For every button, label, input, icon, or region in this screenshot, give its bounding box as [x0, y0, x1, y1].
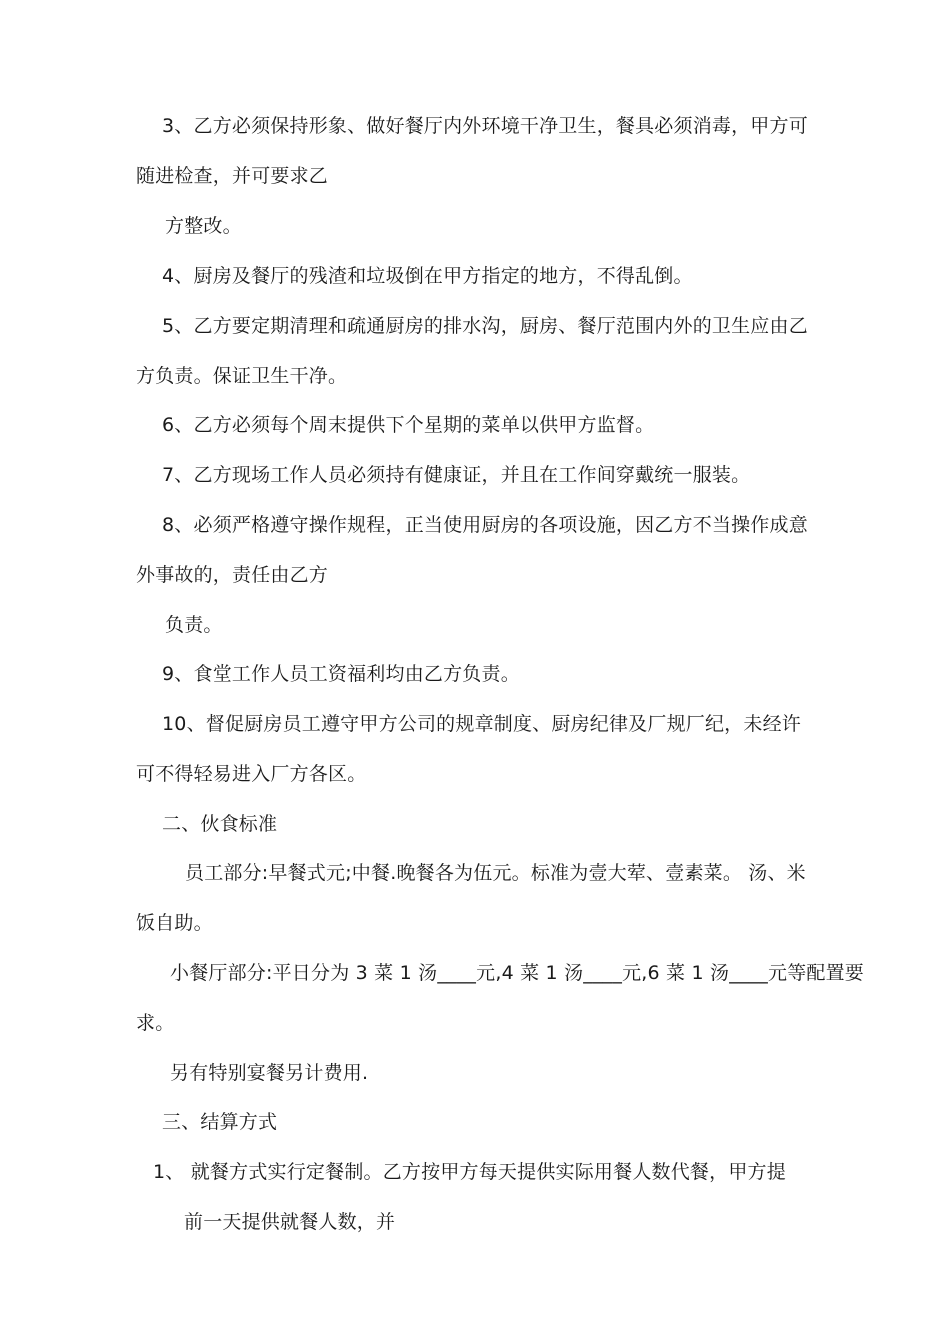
clause-5-line-1: 5、乙方要定期清理和疏通厨房的排水沟，厨房、餐厅范围内外的卫生应由乙: [162, 315, 808, 337]
small-dining-line-2: 求。: [136, 1012, 175, 1034]
clause-3-line-3: 方整改。: [165, 215, 242, 237]
clause-8-line-1: 8、必须严格遵守操作规程，正当使用厨房的各项设施，因乙方不当操作成意: [162, 514, 808, 536]
clause-3-line-1: 3、乙方必须保持形象、做好餐厅内外环境干净卫生，餐具必须消毒，甲方可: [162, 115, 808, 137]
clause-8-line-2: 外事故的，责任由乙方: [136, 564, 329, 586]
clause-9: 9、食堂工作人员工资福利均由乙方负责。: [162, 663, 520, 685]
clause-5-line-2: 方负责。保证卫生干净。: [136, 365, 348, 387]
clause-3-line-2: 随进检查，并可要求乙: [136, 165, 329, 187]
settlement-item-1-line-1: 1、 就餐方式实行定餐制。乙方按甲方每天提供实际用餐人数代餐，甲方提: [153, 1161, 786, 1183]
clause-10-line-2: 可不得轻易进入厂方各区。: [136, 763, 367, 785]
staff-meal-line-2: 饭自助。: [136, 912, 213, 934]
clause-8-line-3: 负责。: [165, 614, 223, 636]
small-dining-line-1: 小餐厅部分:平日分为 3 菜 1 汤____元,4 菜 1 汤____元,6 菜 1 汤____元等配置要: [170, 962, 865, 984]
clause-6: 6、乙方必须每个周末提供下个星期的菜单以供甲方监督。: [162, 414, 655, 436]
section-heading-settlement: 三、结算方式: [162, 1111, 278, 1133]
special-banquet-note: 另有特别宴餐另计费用.: [170, 1062, 369, 1084]
staff-meal-line-1: 员工部分:早餐式元;中餐.晚餐各为伍元。标准为壹大荤、壹素菜。 汤、米: [185, 862, 806, 884]
clause-10-line-1: 10、督促厨房员工遵守甲方公司的规章制度、厨房纪律及厂规厂纪，未经许: [162, 713, 801, 735]
clause-4: 4、厨房及餐厅的残渣和垃圾倒在甲方指定的地方，不得乱倒。: [162, 265, 693, 287]
section-heading-meal-standard: 二、伙食标准: [162, 813, 278, 835]
clause-7: 7、乙方现场工作人员必须持有健康证，并且在工作间穿戴统一服装。: [162, 464, 751, 486]
settlement-item-1-line-2: 前一天提供就餐人数，并: [184, 1211, 396, 1233]
